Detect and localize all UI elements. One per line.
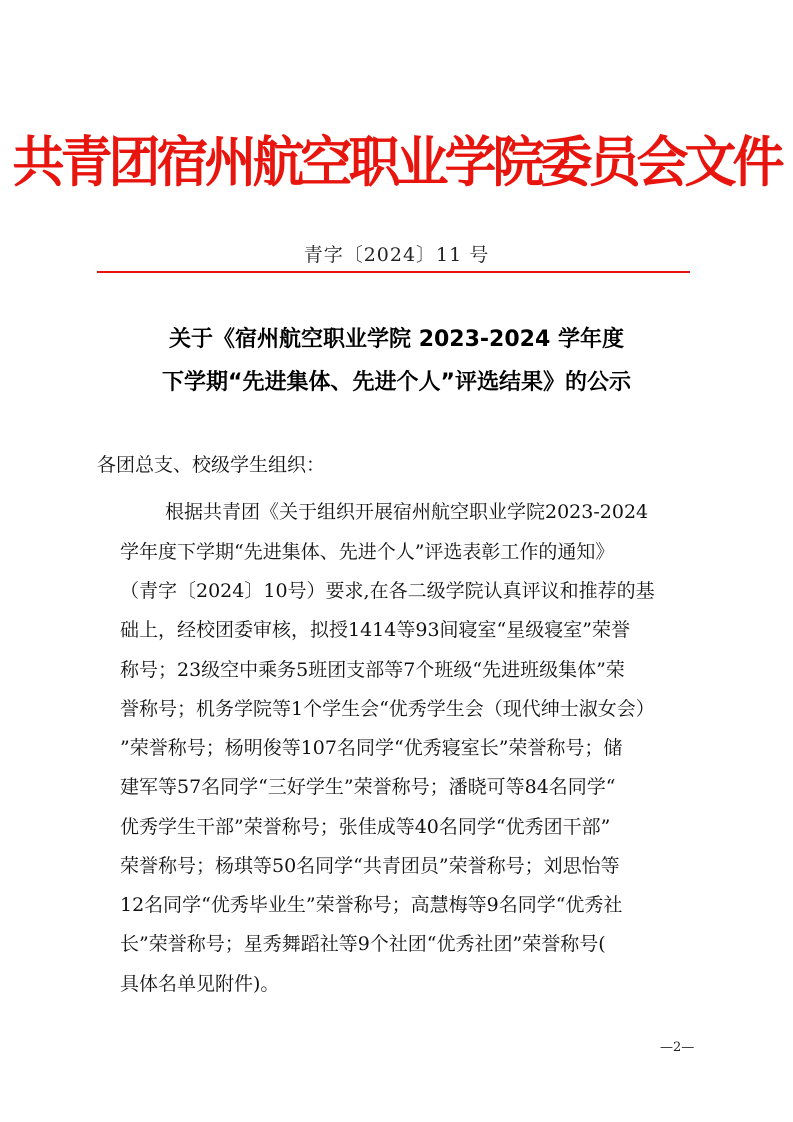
- body-line: 学年度下学期“先进集体、先进个人”评选表彰工作的通知》: [120, 541, 615, 563]
- salutation: 各团总支、校级学生组织：: [97, 454, 326, 476]
- body-line: 荣誉称号；杨琪等50名同学“共青团员”荣誉称号；刘思怡等: [120, 855, 620, 877]
- body-line: 建军等57名同学“三好学生”荣誉称号；潘晓可等84名同学“: [120, 776, 616, 798]
- document-masthead: 共青团宿州航空职业学院委员会文件: [12, 131, 781, 195]
- body-line: 称号；23级空中乘务5班团支部等7个班级“先进班级集体”荣: [120, 659, 625, 681]
- body-line: 础上，经校团委审核，拟授1414等93间寝室“星级寝室”荣誉: [120, 619, 630, 641]
- body-line: 12名同学“优秀毕业生”荣誉称号；高慧梅等9名同学“优秀社: [120, 894, 623, 916]
- red-divider-rule: [97, 271, 690, 273]
- notice-title-line-2: 下学期“先进集体、先进个人”评选结果》的公示: [162, 370, 631, 395]
- notice-title-line-1: 关于《宿州航空职业学院 2023-2024 学年度: [169, 327, 624, 352]
- body-line: 根据共青团《关于组织开展宿州航空职业学院2023-2024: [165, 501, 649, 523]
- body-line: 长”荣誉称号；星秀舞蹈社等9个社团“优秀社团”荣誉称号(: [120, 933, 606, 955]
- document-number: 青字〔2024〕11 号: [303, 244, 490, 266]
- body-line: 优秀学生干部”荣誉称号；张佳成等40名同学“优秀团干部”: [120, 816, 611, 838]
- body-line: ”荣誉称号；杨明俊等107名同学“优秀寝室长”荣誉称号；储: [120, 737, 623, 759]
- body-line: （青字〔2024〕10号）要求,在各二级学院认真评议和推荐的基: [120, 580, 655, 602]
- body-line: 誉称号；机务学院等1个学生会“优秀学生会（现代绅士淑女会）: [120, 698, 655, 720]
- body-line: 具体名单见附件)。: [120, 973, 280, 995]
- page-number: —2—: [660, 1040, 695, 1055]
